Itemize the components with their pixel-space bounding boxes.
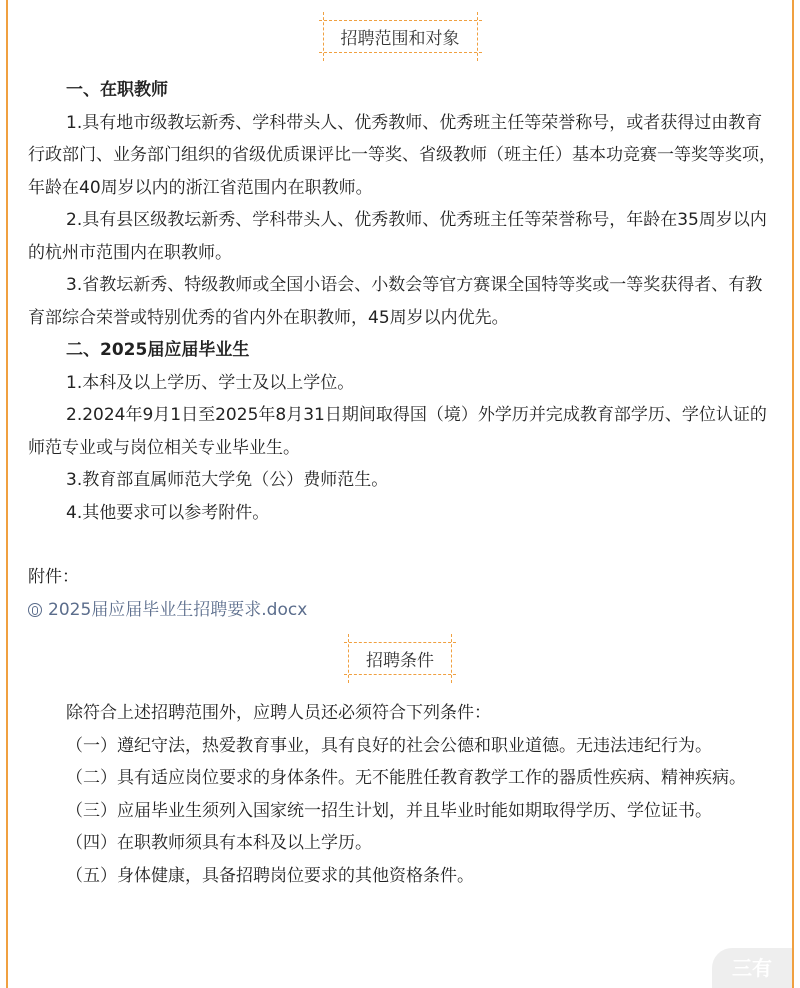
watermark-logo: 三有 xyxy=(712,948,792,988)
attachment-link[interactable] xyxy=(28,594,776,626)
scope-content xyxy=(28,74,776,626)
section-title-scope xyxy=(0,20,800,53)
paragraph: 1.具有地市级教坛新秀、学科带头人、优秀教师、优秀班主任等荣誉称号，或者获得过由教育行政部门、业务部门组织的省级优质课评比一等奖、省级教师（班主任）基本功竞赛一等奖等奖项，年龄在40周岁以内的浙江省范围内在职教师。 xyxy=(28,112,776,198)
section-title-scope-text: 招聘范围和对象 xyxy=(319,20,482,53)
left-border xyxy=(6,0,8,988)
paperclip-icon xyxy=(28,603,42,617)
paragraph: 2.2024年9月1日至2025年8月31日期间取得国（境）外学历并完成教育部学历、学位认证的师范专业或与岗位相关专业毕业生。 xyxy=(28,405,767,458)
paragraph: 2.具有县区级教坛新秀、学科带头人、优秀教师、优秀班主任等荣誉称号，年龄在35周岁以内的杭州市范围内在职教师。 xyxy=(28,210,767,263)
condition-item: （一）遵纪守法，热爱教育事业，具有良好的社会公德和职业道德。无违法违纪行为。 xyxy=(66,735,712,756)
right-border xyxy=(792,0,794,988)
condition-item: （二）具有适应岗位要求的身体条件。无不能胜任教育教学工作的器质性疾病、精神疾病。 xyxy=(66,768,746,788)
paragraph: 1.本科及以上学历、学士及以上学位。 xyxy=(66,372,355,393)
condition-item: （五）身体健康，具备招聘岗位要求的其他资格条件。 xyxy=(66,865,474,886)
condition-item: （四）在职教师须具有本科及以上学历。 xyxy=(66,833,372,853)
attachment-label: 附件： xyxy=(28,567,79,587)
condition-item: （三）应届毕业生须列入国家统一招生计划，并且毕业时能如期取得学历、学位证书。 xyxy=(66,800,712,821)
paragraph: 3.教育部直属师范大学免（公）费师范生。 xyxy=(66,470,389,490)
paragraph: 3.省教坛新秀、特级教师或全国小语会、小数会等官方赛课全国特等奖或一等奖获得者、有教育部综合荣誉或特别优秀的省内外在职教师，45周岁以内优先。 xyxy=(28,275,763,328)
heading-current-teachers: 一、在职教师 xyxy=(66,80,168,100)
attachment-filename: 2025届应届毕业生招聘要求.docx xyxy=(48,599,308,620)
conditions-content xyxy=(28,697,776,892)
paragraph: 除符合上述招聘范围外，应聘人员还必须符合下列条件： xyxy=(66,703,491,723)
paragraph: 4.其他要求可以参考附件。 xyxy=(66,502,270,523)
heading-graduates: 二、2025届应届毕业生 xyxy=(66,340,250,360)
section-title-conditions-text: 招聘条件 xyxy=(344,642,456,675)
section-title-conditions xyxy=(0,642,800,675)
